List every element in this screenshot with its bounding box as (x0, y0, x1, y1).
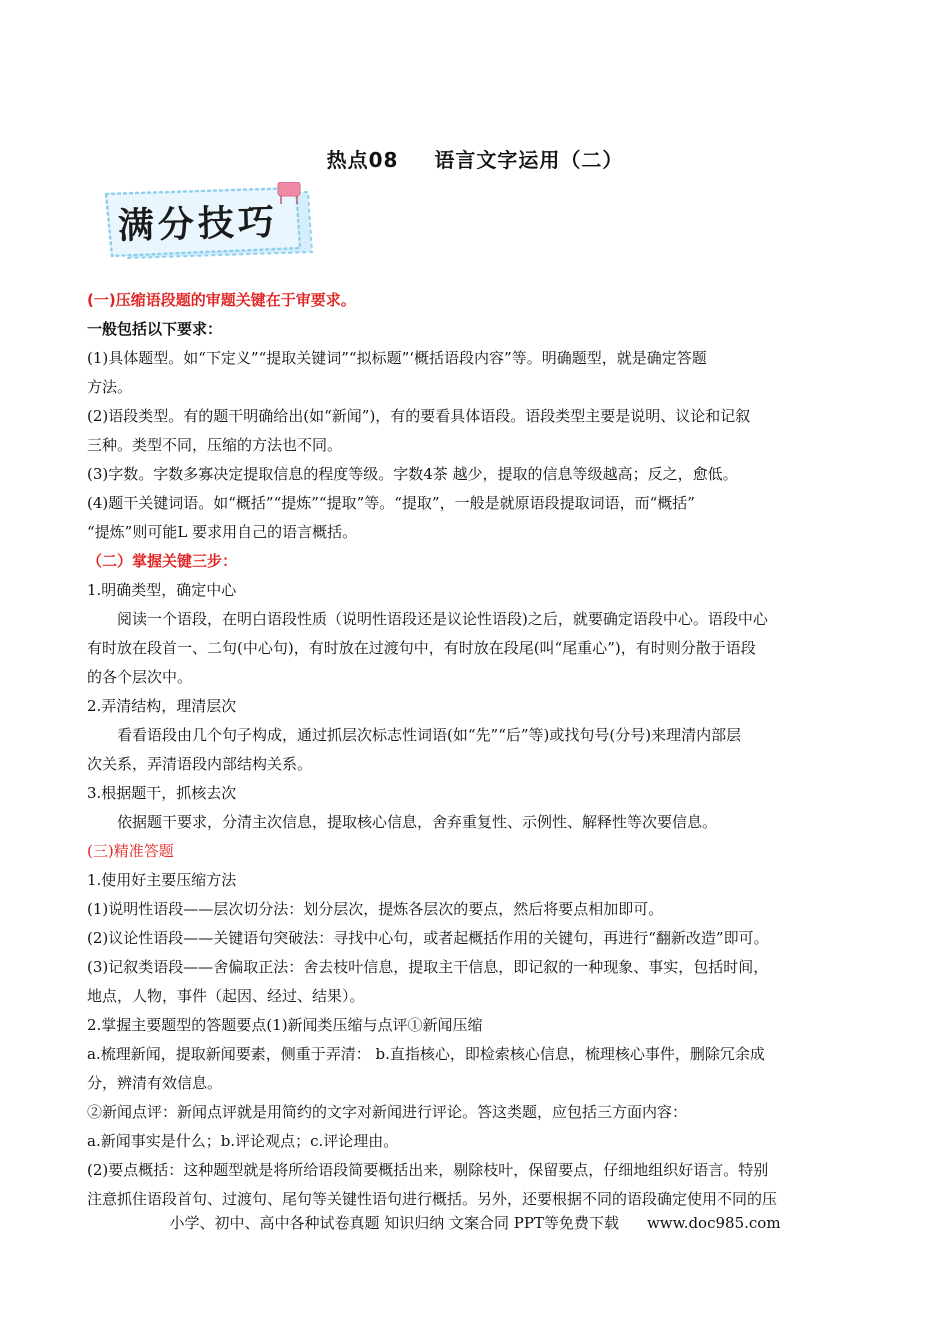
paragraph-line: 三种。类型不同，压缩的方法也不同。 (87, 436, 343, 454)
paragraph-line: (2)语段类型。有的题干明确给出(如“新闻”)，有的要看具体语段。语段类型主要是说明、议论和记叙 (87, 407, 751, 425)
paragraph-line: 依据题干要求，分清主次信息，提取核心信息，舍弃重复性、示例性、解释性等次要信息。 (117, 813, 718, 831)
badge-text: 满分技巧 (117, 201, 279, 248)
paragraph-line: 3.根据题干，抓核去次 (87, 784, 237, 802)
document-body (87, 286, 867, 1214)
title-label: 热点08 (326, 148, 399, 172)
paragraph-line: (3)记叙类语段——舍偏取正法：舍去枝叶信息，提取主干信息，即记叙的一种现象、事实，包括时间， (87, 958, 769, 976)
page-title (0, 144, 950, 173)
paragraph-line: 看看语段由几个句子构成，通过抓层次标志性词语(如“先”“后”等)或找句号(分号)来理清内部层 (117, 726, 742, 744)
footer-text: 小学、初中、高中各种试卷真题 知识归纳 文案合同 PPT等免费下载 (169, 1214, 619, 1232)
paragraph-line: (2)要点概括：这种题型就是将所给语段简要概括出来，剔除枝叶，保留要点，仔细地组织好语言。特别 (87, 1161, 769, 1179)
paragraph-line: 1.明确类型，确定中心 (87, 581, 237, 599)
paragraph-line: 注意抓住语段首句、过渡句、尾句等关键性语句进行概括。另外，还要根据不同的语段确定使用不同的压 (87, 1190, 778, 1208)
footer-link[interactable]: www.doc985.com (646, 1214, 781, 1232)
paragraph-line: 2.掌握主要题型的答题要点(1)新闻类压缩与点评①新闻压缩 (87, 1016, 483, 1034)
paragraph-line: a.新闻事实是什么；b.评论观点；c.评论理由。 (87, 1132, 399, 1150)
paragraph-line: “提炼”则可能L 要求用自己的语言概括。 (87, 523, 358, 541)
subheading: 一般包括以下要求： (87, 320, 223, 338)
paragraph-line: ②新闻点评：新闻点评就是用简约的文字对新闻进行评论。答这类题，应包括三方面内容： (87, 1103, 688, 1121)
paragraph-line: a.梳理新闻，提取新闻要素，侧重于弄清： b.直指核心，即检索核心信息，梳理核心事件，删除冗余成 (87, 1045, 765, 1063)
paragraph-line: 地点，人物，事件（起因、经过、结果）。 (87, 987, 365, 1005)
paragraph-line: 方法。 (87, 378, 133, 396)
paragraph-line: 有时放在段首一、二句(中心句)，有时放在过渡句中，有时放在段尾(叫“尾重心”)，有时则分散于语段 (87, 639, 756, 657)
section-heading-3: (三)精准答题 (87, 842, 174, 860)
full-marks-tips-badge (100, 182, 320, 264)
paragraph-line: 次关系，弄清语段内部结构关系。 (87, 755, 313, 773)
page-footer (0, 1212, 950, 1233)
section-heading-2: （二）掌握关键三步： (87, 552, 238, 570)
paragraph-line: 的各个层次中。 (87, 668, 193, 686)
paragraph-line: (4)题干关键词语。如“概括”“提炼”“提取”等。“提取”，一般是就原语段提取词语，而“概括” (87, 494, 695, 512)
paragraph-line: 阅读一个语段，在明白语段性质（说明性语段还是议论性语段)之后，就要确定语段中心。语段中心 (117, 610, 768, 628)
paragraph-line: 分，辨清有效信息。 (87, 1074, 223, 1092)
paragraph-line: 2.弄清结构，理清层次 (87, 697, 237, 715)
paragraph-line: (3)字数。字数多寡决定提取信息的程度等级。字数4茶 越少，提取的信息等级越高；反之，愈低。 (87, 465, 738, 483)
paragraph-line: (1)说明性语段——层次切分法：划分层次，提炼各层次的要点，然后将要点相加即可。 (87, 900, 664, 918)
paragraph-line: (1)具体题型。如“下定义”“提取关键词”“拟标题”‘概括语段内容”等。明确题型，就是确定答题 (87, 349, 707, 367)
paragraph-line: (2)议论性语段——关键语句突破法：寻找中心句，或者起概括作用的关键句，再进行“翻新改造”即可。 (87, 929, 769, 947)
paragraph-line: 1.使用好主要压缩方法 (87, 871, 237, 889)
section-heading-1: (一)压缩语段题的审题关键在于审要求。 (87, 291, 356, 309)
title-text: 语言文字运用（二） (434, 148, 624, 172)
